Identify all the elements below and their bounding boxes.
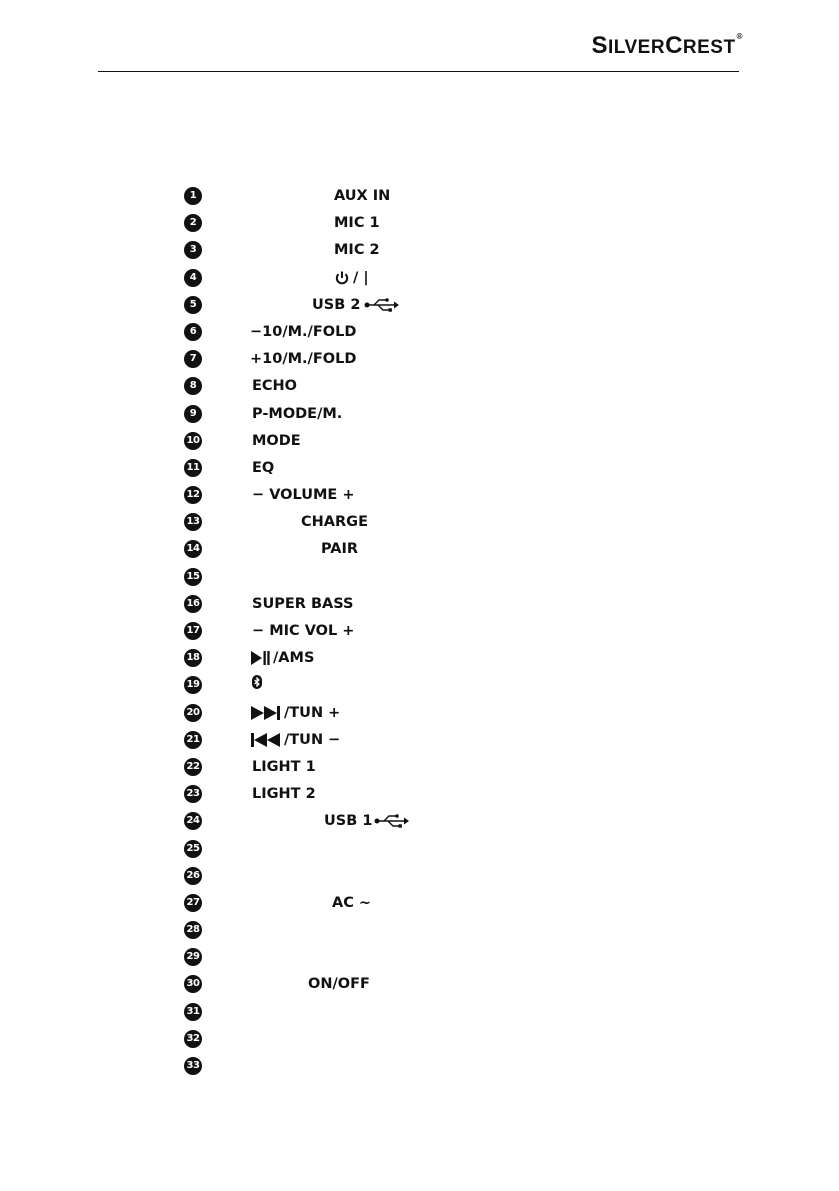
part-row <box>184 400 744 427</box>
part-number-badge: 3 <box>184 241 202 259</box>
part-row <box>184 1052 744 1079</box>
part-number-badge: 2 <box>184 214 202 232</box>
part-label: P-MODE/M. <box>252 405 343 422</box>
part-number-badge: 16 <box>184 595 202 613</box>
part-label-with-icon <box>250 648 314 668</box>
part-row <box>184 671 744 698</box>
part-number-badge: 6 <box>184 323 202 341</box>
part-row <box>184 209 744 236</box>
brand-logo <box>592 32 744 60</box>
part-number-badge: 4 <box>184 269 202 287</box>
part-label: PAIR <box>321 541 359 558</box>
usb-icon <box>374 813 410 829</box>
part-label: −10/M./FOLD <box>250 323 357 340</box>
part-label: MIC 2 <box>334 242 380 259</box>
parts-list <box>184 182 744 1079</box>
part-label: MODE <box>252 432 301 449</box>
part-row <box>184 780 744 807</box>
part-row <box>184 427 744 454</box>
part-label: USB 2 <box>312 296 361 313</box>
part-label: ON/OFF <box>308 976 370 993</box>
part-number-badge: 9 <box>184 405 202 423</box>
part-number-badge: 7 <box>184 350 202 368</box>
part-row <box>184 563 744 590</box>
part-row <box>184 970 744 997</box>
part-label: / | <box>353 269 369 286</box>
part-number-badge: 28 <box>184 921 202 939</box>
part-row <box>184 291 744 318</box>
part-number-badge: 20 <box>184 704 202 722</box>
part-label: AC ~ <box>332 894 372 911</box>
part-label: /TUN − <box>284 731 341 748</box>
part-row <box>184 508 744 535</box>
part-row <box>184 726 744 753</box>
part-row <box>184 753 744 780</box>
part-label: /TUN + <box>284 704 341 721</box>
part-number-badge: 15 <box>184 568 202 586</box>
part-row <box>184 1025 744 1052</box>
part-label: /AMS <box>273 650 315 667</box>
usb-icon <box>364 297 400 313</box>
part-row <box>184 807 744 834</box>
part-number-badge: 14 <box>184 540 202 558</box>
part-row <box>184 345 744 372</box>
part-label: − MIC VOL + <box>252 623 355 639</box>
part-number-badge: 29 <box>184 948 202 966</box>
part-row <box>184 889 744 916</box>
part-number-badge: 23 <box>184 785 202 803</box>
part-number-badge: 11 <box>184 459 202 477</box>
registered-mark: ® <box>736 32 743 41</box>
part-label: MIC 1 <box>334 215 380 232</box>
part-row <box>184 264 744 291</box>
part-label: − VOLUME + <box>252 487 355 504</box>
brand-letter: S <box>591 32 609 59</box>
part-label-with-icon <box>312 295 400 315</box>
part-number-badge: 33 <box>184 1057 202 1075</box>
part-row <box>184 535 744 562</box>
part-number-badge: 13 <box>184 513 202 531</box>
part-number-badge: 10 <box>184 432 202 450</box>
part-number-badge: 27 <box>184 894 202 912</box>
part-number-badge: 31 <box>184 1003 202 1021</box>
part-label-with-icon <box>324 811 410 831</box>
part-row <box>184 699 744 726</box>
part-row <box>184 182 744 209</box>
part-label-with-icon <box>334 268 369 288</box>
part-label: +10/M./FOLD <box>250 351 357 368</box>
part-number-badge: 30 <box>184 975 202 993</box>
part-label-with-icon <box>250 703 340 723</box>
part-row <box>184 318 744 345</box>
part-number-badge: 25 <box>184 840 202 858</box>
part-number-badge: 5 <box>184 296 202 314</box>
part-row <box>184 943 744 970</box>
part-row <box>184 617 744 644</box>
part-label: USB 1 <box>324 813 373 830</box>
play-pause-icon <box>250 650 270 666</box>
brand-letters: ILVER <box>608 37 666 58</box>
power-icon <box>334 270 350 286</box>
part-number-badge: 32 <box>184 1030 202 1048</box>
part-row <box>184 916 744 943</box>
previous-track-icon <box>250 732 282 748</box>
header-rule <box>98 71 739 72</box>
part-number-badge: 18 <box>184 649 202 667</box>
next-track-icon <box>250 705 282 721</box>
part-number-badge: 17 <box>184 622 202 640</box>
part-label: LIGHT 2 <box>252 786 316 803</box>
part-row <box>184 481 744 508</box>
part-row <box>184 862 744 889</box>
part-row <box>184 590 744 617</box>
part-number-badge: 8 <box>184 377 202 395</box>
part-number-badge: 26 <box>184 867 202 885</box>
brand-letters: REST <box>682 37 736 58</box>
part-number-badge: 21 <box>184 731 202 749</box>
part-label-with-icon <box>250 730 340 750</box>
part-number-badge: 12 <box>184 486 202 504</box>
part-label: EQ <box>252 459 275 476</box>
bluetooth-icon <box>252 675 262 689</box>
part-label: AUX IN <box>334 188 391 204</box>
part-row <box>184 998 744 1025</box>
brand-letter: C <box>665 32 683 59</box>
part-row <box>184 644 744 671</box>
part-label: ECHO <box>252 378 298 395</box>
part-label: CHARGE <box>301 514 368 531</box>
part-number-badge: 19 <box>184 676 202 694</box>
part-row <box>184 835 744 862</box>
part-row <box>184 236 744 263</box>
part-row <box>184 372 744 399</box>
part-row <box>184 454 744 481</box>
part-number-badge: 24 <box>184 812 202 830</box>
part-label: LIGHT 1 <box>252 758 316 775</box>
part-number-badge: 1 <box>184 187 202 205</box>
part-label-with-icon <box>252 675 262 689</box>
part-label: SUPER BASS <box>252 595 354 612</box>
part-number-badge: 22 <box>184 758 202 776</box>
